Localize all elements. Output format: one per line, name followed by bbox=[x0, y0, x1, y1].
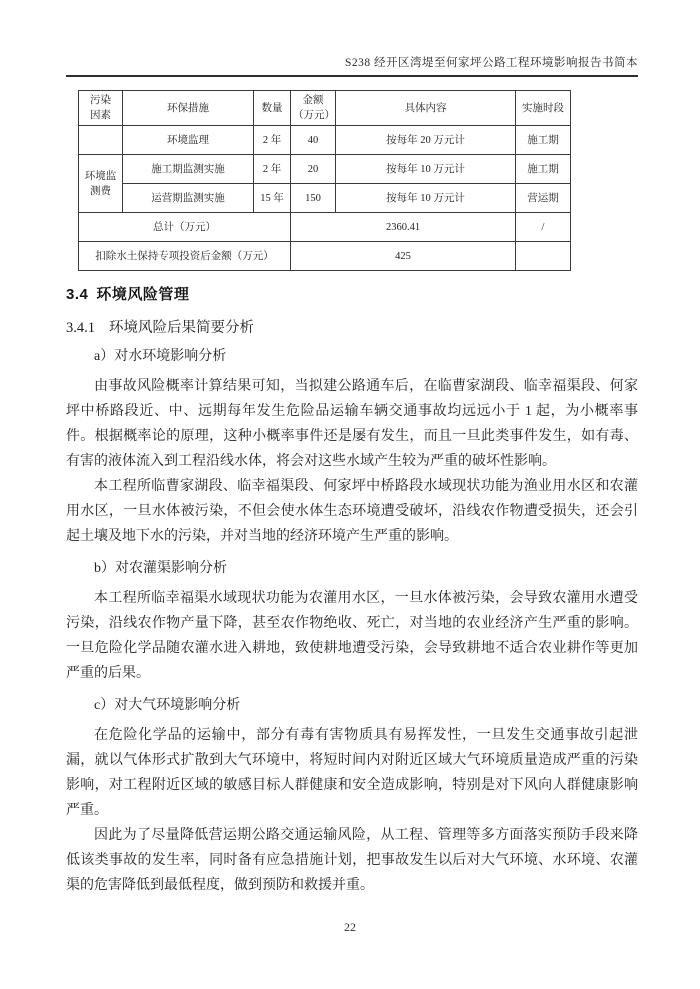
cell-qty: 2 年 bbox=[254, 155, 291, 184]
paragraph: 由事故风险概率计算结果可知，当拟建公路通车后，在临曹家湖段、临幸福渠段、何家坪中桥路段近、中、远期每年发生危险品运输车辆交通事故均远远小于 1 起，为小概率事件。根据概率论的原理，这种小概率事件还是屡有发生，而且一旦此类事件发生，如有毒、有害的液体流入到工程沿线水体，将会对这些水域产生较为严重的破坏性影响。 bbox=[66, 379, 638, 470]
cell-measure: 施工期监测实施 bbox=[123, 155, 254, 184]
section-number: 3.4 bbox=[66, 286, 89, 304]
section-title: 环境风险管理 bbox=[96, 286, 190, 304]
deduction-value: 425 bbox=[291, 242, 516, 271]
item-label-b: b）对农灌渠影响分析 bbox=[94, 561, 227, 577]
subsection-heading bbox=[66, 316, 638, 337]
col-header-amount: 金额（万元） bbox=[291, 91, 336, 126]
table-row bbox=[79, 126, 571, 155]
deduction-period bbox=[516, 242, 571, 271]
section-heading bbox=[66, 283, 638, 304]
cell-content: 按每年 20 万元计 bbox=[336, 126, 516, 155]
cost-table bbox=[78, 90, 571, 271]
col-header-factor: 污染因素 bbox=[79, 91, 123, 126]
col-header-content: 具体内容 bbox=[336, 91, 516, 126]
col-header-measure: 环保措施 bbox=[123, 91, 254, 126]
cell-factor bbox=[79, 126, 123, 155]
table-row bbox=[79, 155, 571, 184]
cell-period: 营运期 bbox=[516, 184, 571, 213]
subsection-number: 3.4.1 bbox=[66, 320, 95, 337]
page-header bbox=[66, 54, 638, 77]
subsection-title: 环境风险后果简要分析 bbox=[109, 320, 254, 337]
table-deduction-row bbox=[79, 242, 571, 271]
total-period: / bbox=[516, 213, 571, 242]
section-body bbox=[66, 344, 638, 898]
item-label-c: c）对大气环境影响分析 bbox=[94, 698, 241, 714]
cell-measure: 运营期监测实施 bbox=[123, 184, 254, 213]
cell-amount: 20 bbox=[291, 155, 336, 184]
paragraph: 本工程所临曹家湖段、临幸福渠段、何家坪中桥路段水域现状功能为渔业用水区和农灌用水区，一旦水体被污染，不但会使水体生态环境遭受破坏，沿线农作物遭受损失，还会引起土壤及地下水的污染，并对当地的经济环境产生严重的影响。 bbox=[66, 479, 638, 545]
table-row bbox=[79, 184, 571, 213]
item-label-a: a）对水环境影响分析 bbox=[94, 349, 227, 365]
cell-amount: 150 bbox=[291, 184, 336, 213]
page-number: 22 bbox=[344, 920, 356, 934]
paragraph: 在危险化学品的运输中，部分有毒有害物质具有易挥发性，一旦发生交通事故引起泄漏，就以气体形式扩散到大气环境中，将短时间内对附近区域大气环境质量造成严重的污染影响，对工程附近区域的敏感目标人群健康和安全造成影响，特别是对下风向人群健康影响严重。 bbox=[66, 728, 638, 819]
col-header-qty: 数量 bbox=[254, 91, 291, 126]
total-value: 2360.41 bbox=[291, 213, 516, 242]
cell-period: 施工期 bbox=[516, 155, 571, 184]
table-header-row bbox=[79, 91, 571, 126]
cell-measure: 环境监理 bbox=[123, 126, 254, 155]
deduction-label: 扣除水土保持专项投资后金额（万元） bbox=[79, 242, 291, 271]
cost-table-wrapper bbox=[78, 90, 638, 271]
cell-qty: 2 年 bbox=[254, 126, 291, 155]
cell-content: 按每年 10 万元计 bbox=[336, 184, 516, 213]
page-footer bbox=[0, 920, 700, 935]
header-title: S238 经开区湾堤至何家坪公路工程环境影响报告书简本 bbox=[344, 57, 638, 69]
cell-period: 施工期 bbox=[516, 126, 571, 155]
cell-content: 按每年 10 万元计 bbox=[336, 155, 516, 184]
table-total-row bbox=[79, 213, 571, 242]
cell-amount: 40 bbox=[291, 126, 336, 155]
paragraph: 本工程所临幸福渠水域现状功能为农灌用水区，一旦水体被污染，会导致农灌用水遭受污染，沿线农作物产量下降，甚至农作物绝收、死亡，对当地的农业经济产生严重的影响。一旦危险化学品随农灌水进入耕地，致使耕地遭受污染，会导致耕地不适合农业耕作等更加严重的后果。 bbox=[66, 591, 638, 682]
cell-qty: 15 年 bbox=[254, 184, 291, 213]
paragraph: 因此为了尽量降低营运期公路交通运输风险，从工程、管理等多方面落实预防手段来降低该类事故的发生率，同时备有应急措施计划，把事故发生以后对大气环境、水环境、农灌渠的危害降低到最低程度，做到预防和救援并重。 bbox=[66, 828, 638, 894]
total-label: 总计（万元） bbox=[79, 213, 291, 242]
col-header-period: 实施时段 bbox=[516, 91, 571, 126]
cell-factor: 环境监测费 bbox=[79, 155, 123, 213]
